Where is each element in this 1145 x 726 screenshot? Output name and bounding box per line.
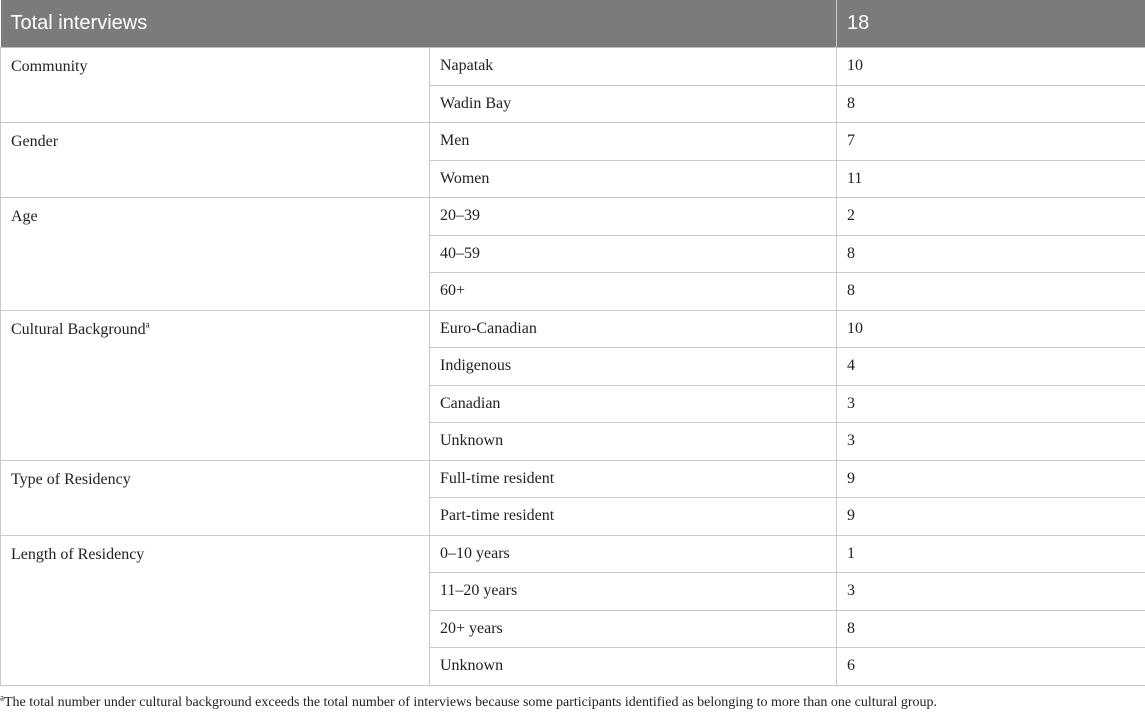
count-cell: 7 xyxy=(837,123,1145,161)
table-row xyxy=(1,310,1145,348)
category-label: Cultural Background xyxy=(11,320,146,338)
count-cell: 9 xyxy=(837,460,1145,498)
count-cell: 4 xyxy=(837,348,1145,386)
count-cell: 10 xyxy=(837,310,1145,348)
subcategory-cell: Unknown xyxy=(430,648,837,686)
footnote-text: The total number under cultural background exceeds the total number of interviews because some participants identified as belonging to more than one cultural group. xyxy=(4,694,938,710)
category-age: Age xyxy=(1,198,430,311)
subcategory-cell: Men xyxy=(430,123,837,161)
category-gender: Gender xyxy=(1,123,430,198)
table-header xyxy=(1,0,1145,48)
subcategory-cell: Women xyxy=(430,160,837,198)
subcategory-cell: Part-time resident xyxy=(430,498,837,536)
footnote-marker: a xyxy=(0,691,4,702)
subcategory-cell: 11–20 years xyxy=(430,573,837,611)
count-cell: 9 xyxy=(837,498,1145,536)
table-row xyxy=(1,535,1145,573)
category-cultural-background xyxy=(1,310,430,460)
subcategory-cell: Indigenous xyxy=(430,348,837,386)
subcategory-cell: Wadin Bay xyxy=(430,85,837,123)
footnote-marker: a xyxy=(145,319,150,330)
count-cell: 8 xyxy=(837,85,1145,123)
table-row xyxy=(1,123,1145,161)
count-cell: 3 xyxy=(837,385,1145,423)
subcategory-cell: Full-time resident xyxy=(430,460,837,498)
table-row xyxy=(1,198,1145,236)
header-label: Total interviews xyxy=(1,0,837,48)
count-cell: 10 xyxy=(837,48,1145,86)
count-cell: 8 xyxy=(837,235,1145,273)
count-cell: 6 xyxy=(837,648,1145,686)
table-row xyxy=(1,48,1145,86)
subcategory-cell: 40–59 xyxy=(430,235,837,273)
subcategory-cell: 20–39 xyxy=(430,198,837,236)
subcategory-cell: 0–10 years xyxy=(430,535,837,573)
subcategory-cell: 20+ years xyxy=(430,610,837,648)
category-community: Community xyxy=(1,48,430,123)
table-footnote xyxy=(0,686,1145,712)
category-length-of-residency: Length of Residency xyxy=(1,535,430,685)
subcategory-cell: 60+ xyxy=(430,273,837,311)
count-cell: 3 xyxy=(837,423,1145,461)
subcategory-cell: Euro-Canadian xyxy=(430,310,837,348)
subcategory-cell: Unknown xyxy=(430,423,837,461)
header-total-value: 18 xyxy=(837,0,1145,48)
count-cell: 8 xyxy=(837,610,1145,648)
category-type-of-residency: Type of Residency xyxy=(1,460,430,535)
count-cell: 3 xyxy=(837,573,1145,611)
subcategory-cell: Canadian xyxy=(430,385,837,423)
table-row xyxy=(1,460,1145,498)
count-cell: 2 xyxy=(837,198,1145,236)
subcategory-cell: Napatak xyxy=(430,48,837,86)
table-body xyxy=(1,48,1145,686)
header-row xyxy=(1,0,1145,48)
count-cell: 11 xyxy=(837,160,1145,198)
count-cell: 8 xyxy=(837,273,1145,311)
count-cell: 1 xyxy=(837,535,1145,573)
